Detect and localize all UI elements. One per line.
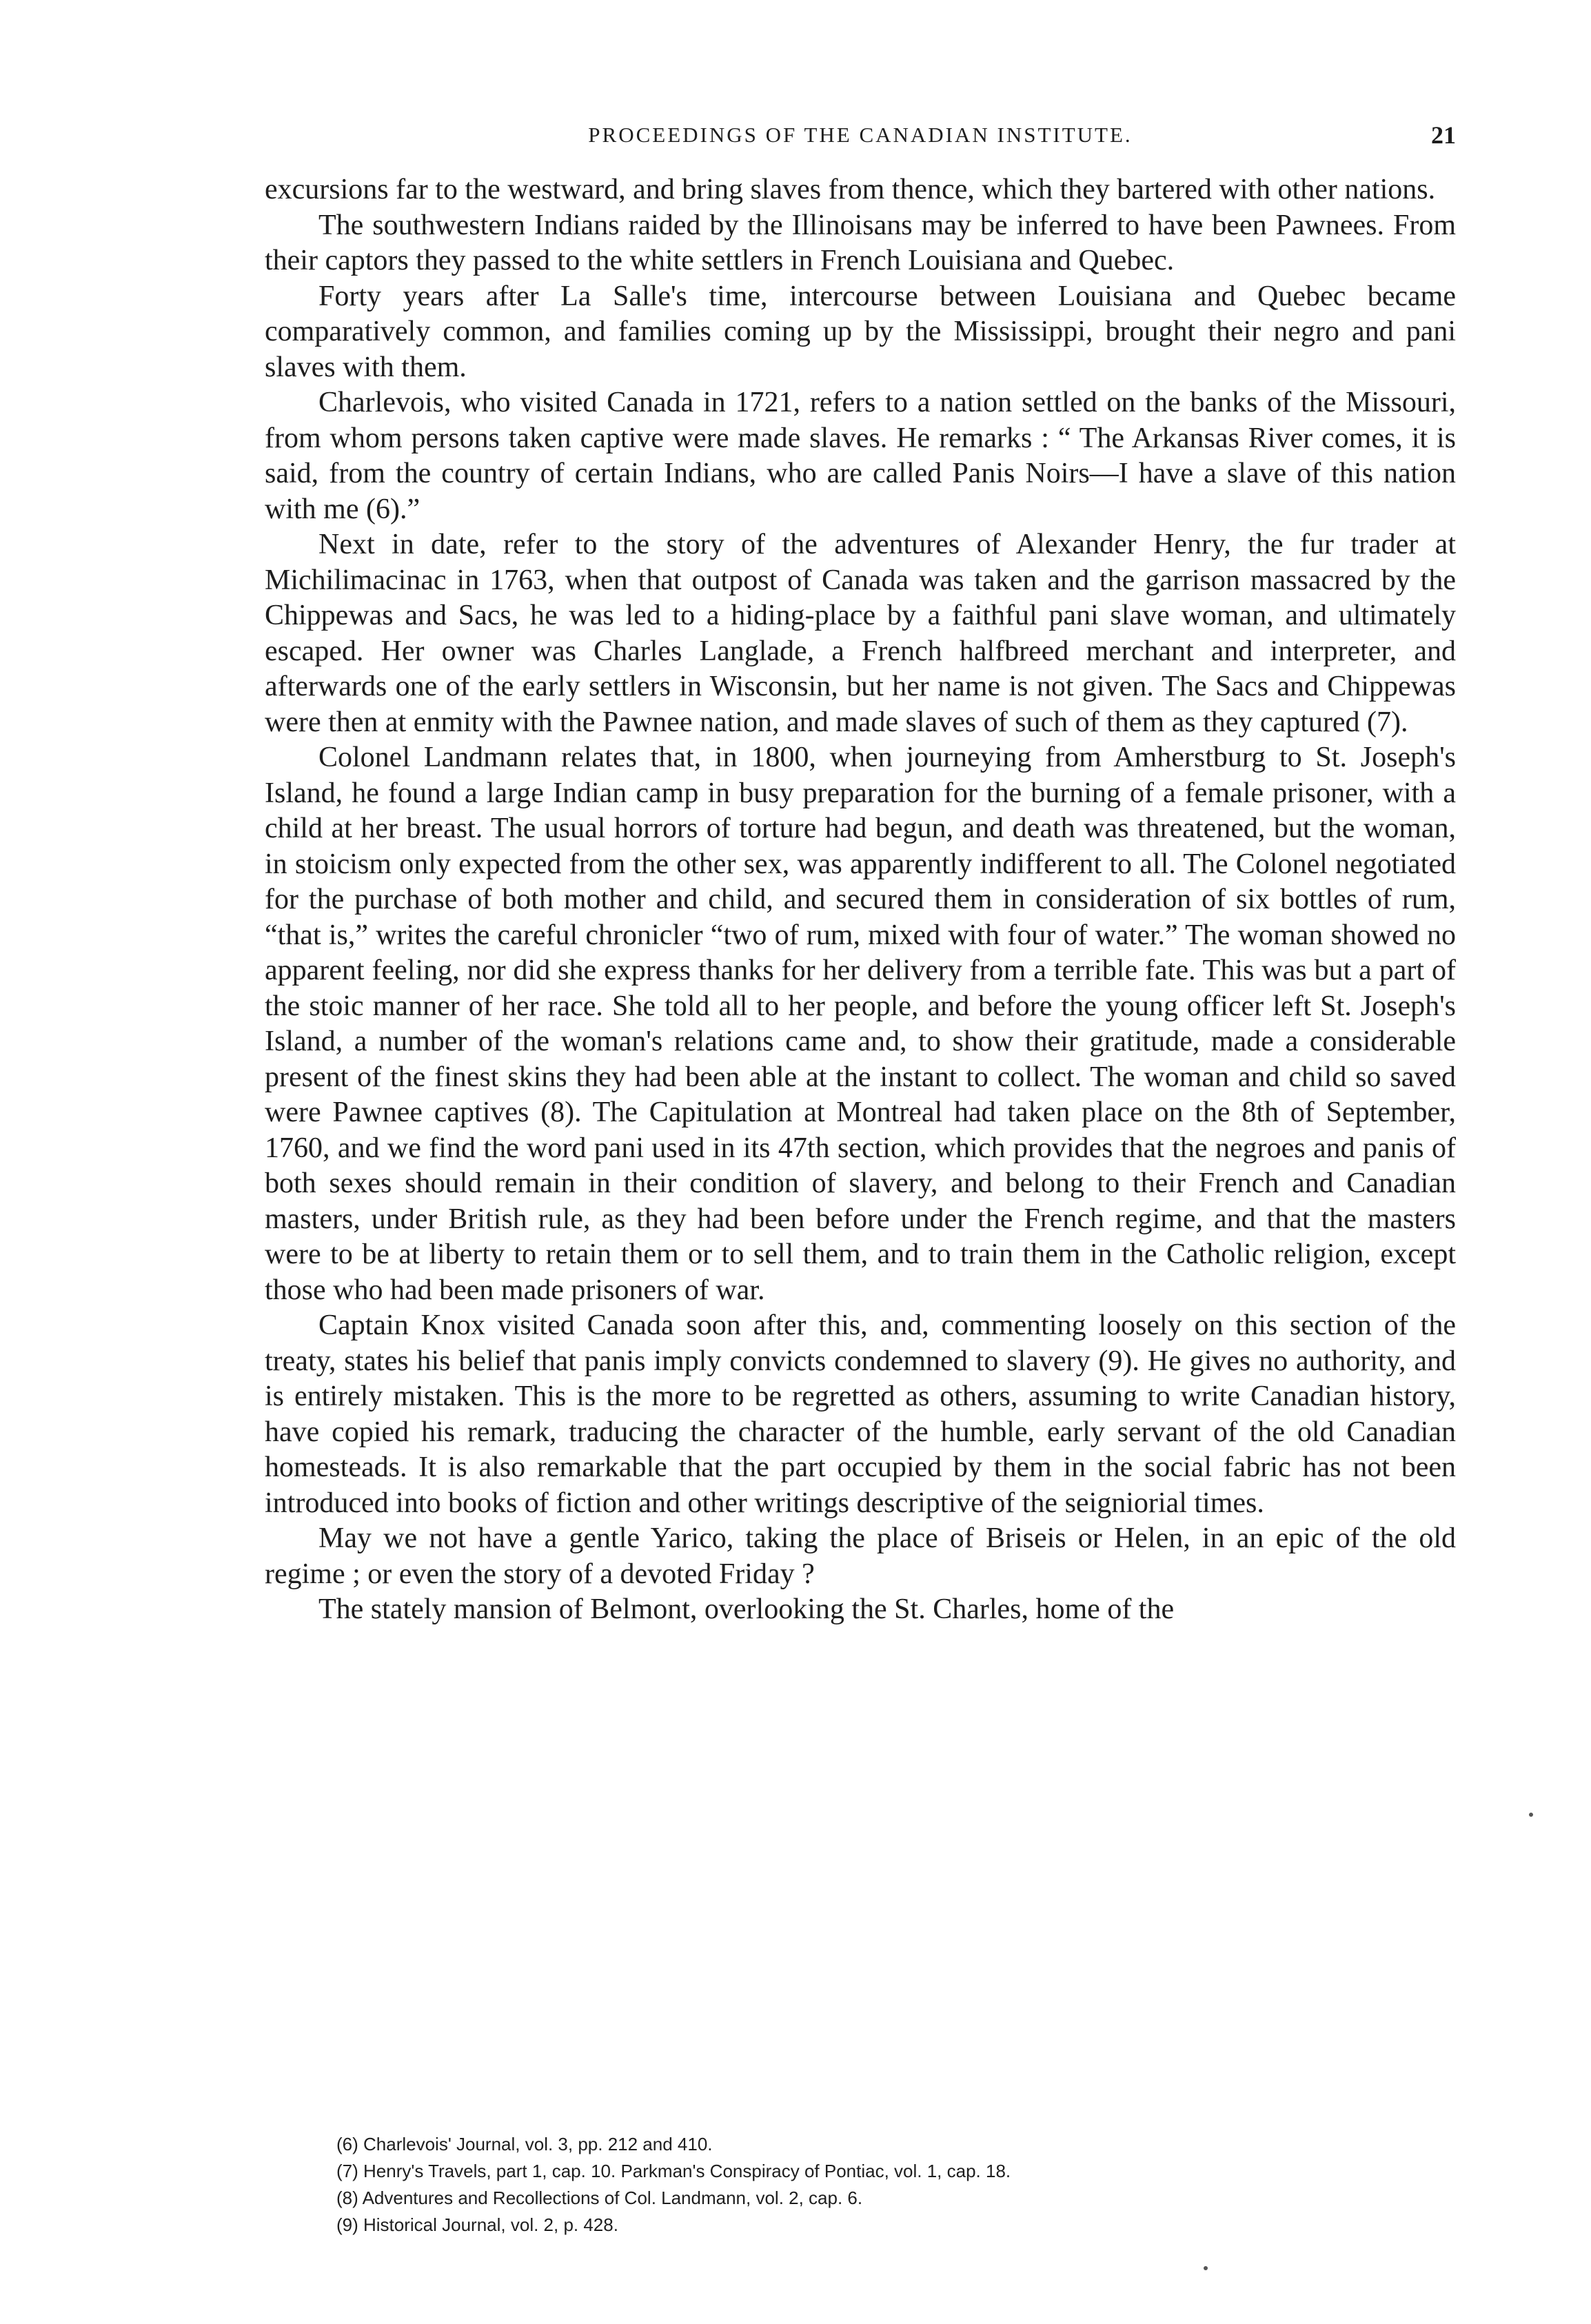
page-number: 21 [1431, 121, 1456, 149]
scan-speck [1529, 1813, 1533, 1817]
paragraph-continuation: excursions far to the westward, and bring slaves from thence, which they bartered with other nations. [265, 174, 1436, 205]
paragraph-charlevois: Charlevois, who visited Canada in 1721, refers to a nation settled on the banks of the Missouri, from whom persons taken captive were made slaves. He remarks : “ The Arkansas River comes, it is said, from the country of certain Indians, who are called Panis Noirs—I have a slave of this nation with me (6).” [265, 387, 1456, 525]
scan-speck [1204, 2266, 1208, 2270]
footnote-8: (8) Adventures and Recollections of Col. Landmann, vol. 2, cap. 6. [336, 2188, 863, 2208]
paragraph-alexander-henry: Next in date, refer to the story of the adventures of Alexander Henry, the fur trader at Michilimacinac in 1763, when that outpost of Canada was taken and the garrison massacred by the Chippewas and Sacs, he was led to a hiding-place by a faithful pani slave woman, and ultimately escaped. Her owner was Charles Langlade, a French halfbreed merchant and interpreter, and afterwards one of the early settlers in Wisconsin, but her name is not given. The Sacs and Chippewas were then at enmity with the Pawnee nation, and made slaves of such of them as they captured (7). [265, 529, 1456, 738]
paragraph-yarico: May we not have a gentle Yarico, taking the place of Briseis or Helen, in an epic of the old regime ; or even the story of a devoted Friday ? [265, 1522, 1456, 1590]
footnote-7: (7) Henry's Travels, part 1, cap. 10. Parkman's Conspiracy of Pontiac, vol. 1, cap. 18. [336, 2161, 1011, 2181]
running-title: PROCEEDINGS OF THE CANADIAN INSTITUTE. [588, 123, 1133, 147]
body-text [265, 172, 1456, 1628]
paragraph-colonel-landmann: Colonel Landmann relates that, in 1800, when journeying from Amherstburg to St. Joseph's Island, he found a large Indian camp in busy preparation for the burning of a female prisoner, with a child at her breast. The usual horrors of torture had begun, and death was threatened, but the woman, in stoicism only expected from the other sex, was apparently indifferent to all. The Colonel negotiated for the purchase of both mother and child, and secured them in consideration of six bottles of rum, “that is,” writes the careful chronicler “two of rum, mixed with four of water.” The woman showed no apparent feeling, nor did she express thanks for her delivery from a terrible fate. This was but a part of the stoic manner of her race. She told all to her people, and before the young officer left St. Joseph's Island, a number of the woman's relations came and, to show their gratitude, made a considerable present of the finest skins they had been able at the instant to collect. The woman and child so saved were Pawnee captives (8). The Capitulation at Montreal had taken place on the 8th of September, 1760, and we find the word pani used in its 47th section, which provides that the negroes and panis of both sexes should remain in their condition of slavery, and belong to their French and Canadian masters, under British rule, as they had been before under the French regime, and that the masters were to be at liberty to retain them or to sell them, and to train them in the Catholic religion, except those who had been made prisoners of war. [265, 742, 1456, 1306]
footnote-6: (6) Charlevois' Journal, vol. 3, pp. 212 and 410. [336, 2134, 713, 2154]
footnote-9: (9) Historical Journal, vol. 2, p. 428. [336, 2214, 618, 2235]
paragraph-captain-knox: Captain Knox visited Canada soon after this, and, commenting loosely on this section of the treaty, states his belief that panis imply convicts condemned to slavery (9). He gives no authority, and is entirely mistaken. This is the more to be regretted as others, assuming to write Canadian history, have copied his remark, traducing the character of the humble, early servant of the old Canadian homesteads. It is also remarkable that the part occupied by them in the social fabric has not been introduced into books of fiction and other writings descriptive of the seigniorial times. [265, 1309, 1456, 1519]
running-head [265, 116, 1456, 157]
footnotes [336, 2131, 1453, 2239]
paragraph-southwestern-indians: The southwestern Indians raided by the Illinoisans may be inferred to have been Pawnees. From their captors they passed to the white settlers in French Louisiana and Quebec. [265, 209, 1456, 276]
paragraph-belmont: The stately mansion of Belmont, overlooking the St. Charles, home of the [318, 1593, 1175, 1625]
paragraph-forty-years: Forty years after La Salle's time, intercourse between Louisiana and Quebec became comparatively common, and families coming up by the Mississippi, brought their negro and pani slaves with them. [265, 280, 1456, 383]
